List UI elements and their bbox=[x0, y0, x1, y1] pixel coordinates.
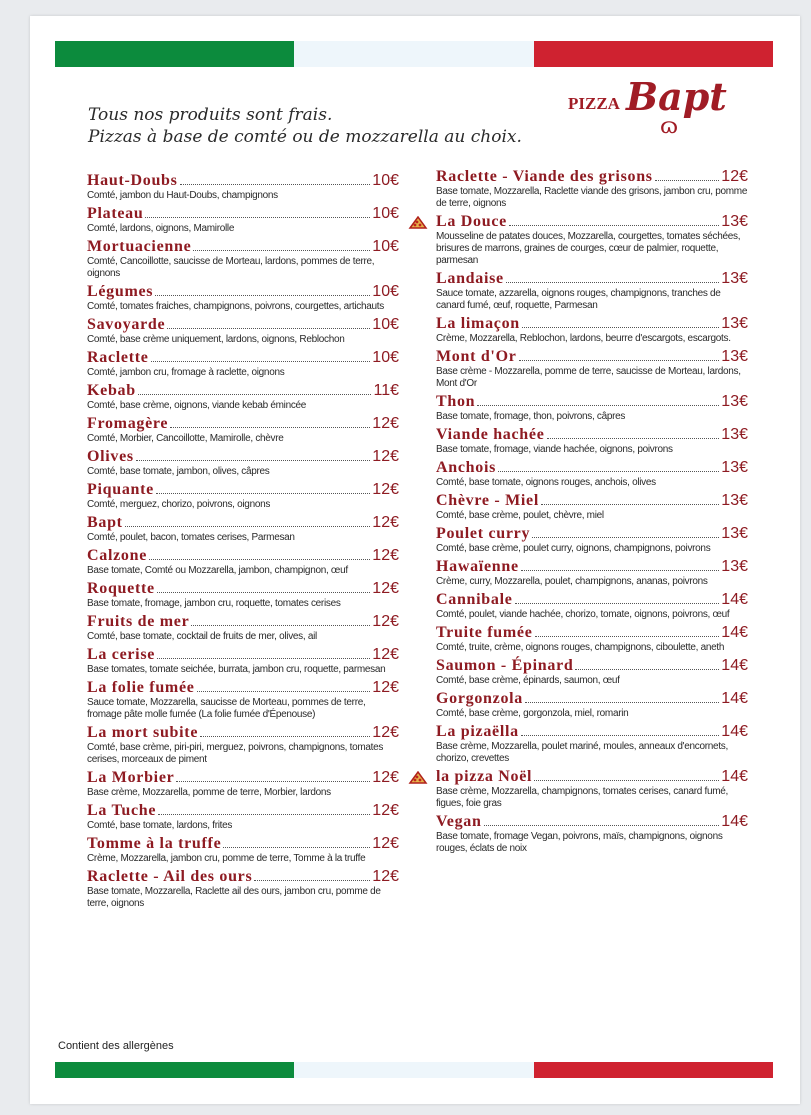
menu-sheet bbox=[30, 16, 800, 1104]
pizza-name: Olives bbox=[87, 448, 134, 465]
pizza-name: Mortuacienne bbox=[87, 238, 192, 255]
pizza-name: Fromagère bbox=[87, 415, 169, 432]
pizza-ingredients: Comté, base tomate, lardons, frites bbox=[87, 820, 233, 831]
pizza-name: Saumon - Épinard bbox=[436, 657, 574, 674]
pizza-ingredients: Base tomate, fromage Vegan, poivrons, maïs, champignons, oignons rouges, éclats de noix bbox=[436, 831, 723, 854]
pizza-name: Cannibale bbox=[436, 591, 513, 608]
menu-item-header bbox=[436, 213, 748, 231]
pizza-name: Fruits de mer bbox=[87, 613, 190, 630]
pizza-price: 14€ bbox=[721, 768, 748, 785]
pizza-ingredients: Comté, tomates fraiches, champignons, poivrons, courgettes, artichauts bbox=[87, 301, 384, 312]
menu-item-header bbox=[436, 657, 748, 675]
pizza-name: Tomme à la truffe bbox=[87, 835, 222, 852]
menu-item-header bbox=[436, 270, 748, 288]
menu-item bbox=[87, 448, 399, 478]
pizza-ingredients: Base crème, Mozzarella, pomme de terre, Morbier, lardons bbox=[87, 787, 331, 798]
pizza-name: Calzone bbox=[87, 547, 148, 564]
dot-leader bbox=[167, 319, 370, 329]
pizza-price: 12€ bbox=[372, 514, 399, 531]
pizza-ingredients: Comté, jambon cru, fromage à raclette, oignons bbox=[87, 367, 285, 378]
dot-leader bbox=[535, 627, 720, 637]
pizza-ingredients: Comté, base crème, poulet, chèvre, miel bbox=[436, 510, 604, 521]
pizza-ingredients: Comté, base crème, gorgonzola, miel, romarin bbox=[436, 708, 629, 719]
menu-item-header bbox=[436, 558, 748, 576]
pizza-price: 10€ bbox=[372, 283, 399, 300]
pizza-price: 13€ bbox=[721, 348, 748, 365]
pizza-name: La limaçon bbox=[436, 315, 520, 332]
menu-item-header bbox=[87, 172, 399, 190]
pizza-price: 11€ bbox=[373, 382, 399, 399]
menu-item bbox=[436, 213, 748, 267]
menu-item bbox=[436, 657, 748, 687]
menu-item-header bbox=[87, 769, 399, 787]
menu-item bbox=[436, 168, 748, 210]
menu-column-right bbox=[436, 168, 748, 855]
dot-leader bbox=[157, 649, 370, 659]
menu-item bbox=[436, 492, 748, 522]
menu-item bbox=[436, 591, 748, 621]
logo-small-text: PIZZA bbox=[568, 94, 620, 113]
pizza-name: Roquette bbox=[87, 580, 155, 597]
pizza-name: Landaise bbox=[436, 270, 504, 287]
dot-leader bbox=[176, 772, 370, 782]
menu-item-header bbox=[87, 547, 399, 565]
dot-leader bbox=[200, 727, 370, 737]
pizza-name: La cerise bbox=[87, 646, 156, 663]
pizza-price: 13€ bbox=[721, 315, 748, 332]
pizza-price: 12€ bbox=[372, 769, 399, 786]
menu-item bbox=[436, 525, 748, 555]
pizza-price: 10€ bbox=[372, 205, 399, 222]
pizza-price: 10€ bbox=[372, 238, 399, 255]
menu-item bbox=[436, 624, 748, 654]
pizza-name: Légumes bbox=[87, 283, 154, 300]
pizza-ingredients: Base tomate, fromage, viande hachée, oignons, poivrons bbox=[436, 444, 673, 455]
menu-item bbox=[87, 679, 399, 721]
pizza-price: 13€ bbox=[721, 270, 748, 287]
menu-item bbox=[87, 415, 399, 445]
menu-item bbox=[436, 315, 748, 345]
dot-leader bbox=[541, 495, 719, 505]
pizza-ingredients: Comté, truite, crème, oignons rouges, champignons, ciboulette, aneth bbox=[436, 642, 725, 653]
pizza-price: 10€ bbox=[372, 349, 399, 366]
pizza-price: 14€ bbox=[721, 624, 748, 641]
dot-leader bbox=[484, 816, 720, 826]
menu-item bbox=[436, 459, 748, 489]
pizza-price: 12€ bbox=[372, 835, 399, 852]
menu-item-header bbox=[87, 514, 399, 532]
menu-item-header bbox=[87, 283, 399, 301]
pizza-price: 13€ bbox=[721, 459, 748, 476]
pizza-ingredients: Comté, base tomate, jambon, olives, câpres bbox=[87, 466, 270, 477]
menu-item-header bbox=[87, 802, 399, 820]
dot-leader bbox=[254, 871, 370, 881]
pizza-ingredients: Comté, base tomate, cocktail de fruits de mer, olives, ail bbox=[87, 631, 317, 642]
menu-item bbox=[436, 690, 748, 720]
menu-item-header bbox=[436, 624, 748, 642]
dot-leader bbox=[197, 682, 371, 692]
intro-line-2: Pizzas à base de comté ou de mozzarella au choix. bbox=[88, 127, 522, 147]
pizza-name: La pizaëlla bbox=[436, 723, 519, 740]
dot-leader bbox=[532, 528, 719, 538]
pizza-ingredients: Comté, poulet, viande hachée, chorizo, tomate, oignons, poivrons, œuf bbox=[436, 609, 730, 620]
dot-leader bbox=[223, 838, 370, 848]
pizza-price: 12€ bbox=[372, 679, 399, 696]
pizza-name: Piquante bbox=[87, 481, 154, 498]
menu-item bbox=[87, 724, 399, 766]
pizza-ingredients: Comté, base crème uniquement, lardons, oignons, Reblochon bbox=[87, 334, 345, 345]
menu-item-header bbox=[87, 580, 399, 598]
dot-leader bbox=[521, 561, 720, 571]
dot-leader bbox=[157, 583, 370, 593]
menu-item bbox=[87, 349, 399, 379]
dot-leader bbox=[155, 286, 370, 296]
pizza-price: 14€ bbox=[721, 591, 748, 608]
menu-item bbox=[87, 481, 399, 511]
menu-item bbox=[436, 426, 748, 456]
pizza-price: 13€ bbox=[721, 426, 748, 443]
menu-item-header bbox=[87, 724, 399, 742]
dot-leader bbox=[149, 550, 370, 560]
pizza-name: Raclette - Ail des ours bbox=[87, 868, 253, 885]
pizza-name: Raclette bbox=[87, 349, 149, 366]
pizza-price: 10€ bbox=[372, 172, 399, 189]
dot-leader bbox=[145, 208, 370, 218]
pizza-name: Truite fumée bbox=[436, 624, 533, 641]
dot-leader bbox=[519, 351, 720, 361]
pizza-ingredients: Base tomates, tomate seichée, burrata, jambon cru, roquette, parmesan bbox=[87, 664, 386, 675]
pizza-bapt-logo bbox=[568, 74, 773, 144]
menu-column-left bbox=[87, 172, 399, 910]
pizza-name: Vegan bbox=[436, 813, 482, 830]
pizza-ingredients: Crème, Mozzarella, jambon cru, pomme de terre, Tomme à la truffe bbox=[87, 853, 366, 864]
pizza-price: 13€ bbox=[721, 213, 748, 230]
pizza-ingredients: Mousseline de patates douces, Mozzarella, courgettes, tomates séchées, brisures de marrons, graines de courges, cœur de palmier, roquette, parmesan bbox=[436, 231, 741, 266]
pizza-ingredients: Comté, merguez, chorizo, poivrons, oignons bbox=[87, 499, 271, 510]
menu-item-header bbox=[436, 315, 748, 333]
pizza-name: La Morbier bbox=[87, 769, 175, 786]
dot-leader bbox=[575, 660, 719, 670]
menu-item bbox=[87, 382, 399, 412]
pizza-slice-icon bbox=[408, 771, 428, 785]
pizza-name: Gorgonzola bbox=[436, 690, 523, 707]
menu-item bbox=[87, 547, 399, 577]
pizza-price: 10€ bbox=[372, 316, 399, 333]
italian-flag-banner-bottom bbox=[55, 1062, 773, 1078]
pizza-ingredients: Base crème, Mozzarella, poulet mariné, moules, anneaux d'encornets, chorizo, crevettes bbox=[436, 741, 728, 764]
menu-item-header bbox=[87, 835, 399, 853]
menu-item-header bbox=[87, 205, 399, 223]
pizza-name: Thon bbox=[436, 393, 476, 410]
dot-leader bbox=[534, 771, 719, 781]
pizza-name: la pizza Noël bbox=[436, 768, 533, 785]
pizza-name: La mort subite bbox=[87, 724, 199, 741]
menu-item-header bbox=[436, 768, 748, 786]
menu-item-header bbox=[87, 646, 399, 664]
pizza-price: 12€ bbox=[372, 415, 399, 432]
dot-leader bbox=[151, 352, 371, 362]
pizza-price: 12€ bbox=[372, 646, 399, 663]
menu-item bbox=[87, 283, 399, 313]
pizza-name: Hawaïenne bbox=[436, 558, 519, 575]
pizza-ingredients: Comté, base crème, épinards, saumon, œuf bbox=[436, 675, 620, 686]
menu-item-header bbox=[87, 349, 399, 367]
menu-item-header bbox=[87, 316, 399, 334]
pizza-name: Bapt bbox=[87, 514, 123, 531]
menu-item bbox=[87, 835, 399, 865]
menu-item bbox=[436, 348, 748, 390]
menu-item bbox=[87, 769, 399, 799]
pizza-name: Poulet curry bbox=[436, 525, 531, 542]
pizza-ingredients: Comté, poulet, bacon, tomates cerises, Parmesan bbox=[87, 532, 295, 543]
menu-item bbox=[436, 813, 748, 855]
pizza-price: 13€ bbox=[721, 525, 748, 542]
menu-item-header bbox=[87, 238, 399, 256]
pizza-name: Savoyarde bbox=[87, 316, 166, 333]
menu-item bbox=[87, 238, 399, 280]
pizza-slice-icon bbox=[408, 216, 428, 230]
pizza-price: 14€ bbox=[721, 657, 748, 674]
italian-flag-banner-top bbox=[55, 41, 773, 67]
pizza-price: 12€ bbox=[721, 168, 748, 185]
menu-item-header bbox=[436, 393, 748, 411]
pizza-price: 13€ bbox=[721, 492, 748, 509]
pizza-price: 12€ bbox=[372, 868, 399, 885]
dot-leader bbox=[138, 385, 372, 395]
dot-leader bbox=[156, 484, 370, 494]
pizza-name: Plateau bbox=[87, 205, 144, 222]
menu-item bbox=[87, 205, 399, 235]
allergen-note: Contient des allergènes bbox=[58, 1040, 174, 1052]
menu-item-header bbox=[87, 868, 399, 886]
menu-item-header bbox=[87, 679, 399, 697]
pizza-name: Chèvre - Miel bbox=[436, 492, 539, 509]
pizza-ingredients: Comté, lardons, oignons, Mamirolle bbox=[87, 223, 235, 234]
menu-item bbox=[436, 270, 748, 312]
dot-leader bbox=[477, 396, 719, 406]
pizza-ingredients: Comté, base tomate, oignons rouges, anchois, olives bbox=[436, 477, 656, 488]
menu-item bbox=[87, 580, 399, 610]
dot-leader bbox=[522, 318, 719, 328]
pizza-ingredients: Base crème - Mozzarella, pomme de terre, saucisse de Morteau, lardons, Mont d'Or bbox=[436, 366, 741, 389]
pizza-ingredients: Comté, base crème, poulet curry, oignons, champignons, poivrons bbox=[436, 543, 711, 554]
menu-item-header bbox=[436, 426, 748, 444]
menu-item-header bbox=[87, 448, 399, 466]
menu-item-header bbox=[436, 723, 748, 741]
menu-item-header bbox=[436, 459, 748, 477]
pizza-price: 14€ bbox=[721, 723, 748, 740]
menu-item-header bbox=[436, 492, 748, 510]
dot-leader bbox=[125, 517, 371, 527]
menu-item-header bbox=[87, 613, 399, 631]
intro-line-1: Tous nos produits sont frais. bbox=[88, 105, 333, 125]
menu-item bbox=[436, 768, 748, 810]
dot-leader bbox=[158, 805, 370, 815]
menu-item-header bbox=[436, 813, 748, 831]
pizza-price: 13€ bbox=[721, 558, 748, 575]
pizza-name: La Douce bbox=[436, 213, 507, 230]
menu-item-header bbox=[436, 348, 748, 366]
menu-item bbox=[87, 316, 399, 346]
pizza-price: 12€ bbox=[372, 547, 399, 564]
pizza-price: 12€ bbox=[372, 613, 399, 630]
logo-big-text: Bapt bbox=[626, 74, 727, 119]
logo-swirl-icon: ɷ bbox=[660, 114, 679, 139]
menu-item bbox=[87, 868, 399, 910]
pizza-ingredients: Sauce tomate, Mozzarella, saucisse de Morteau, pommes de terre, fromage pâte molle fumée (La folie fumée d'Épenouse) bbox=[87, 697, 366, 720]
pizza-price: 13€ bbox=[721, 393, 748, 410]
pizza-name: Viande hachée bbox=[436, 426, 545, 443]
pizza-name: Kebab bbox=[87, 382, 136, 399]
menu-item bbox=[87, 802, 399, 832]
menu-item-header bbox=[87, 415, 399, 433]
dot-leader bbox=[506, 273, 719, 283]
dot-leader bbox=[525, 693, 719, 703]
pizza-price: 12€ bbox=[372, 724, 399, 741]
pizza-name: Mont d'Or bbox=[436, 348, 517, 365]
pizza-ingredients: Crème, curry, Mozzarella, poulet, champignons, ananas, poivrons bbox=[436, 576, 708, 587]
pizza-price: 14€ bbox=[721, 813, 748, 830]
menu-item-header bbox=[87, 382, 399, 400]
dot-leader bbox=[170, 418, 370, 428]
pizza-name: La Tuche bbox=[87, 802, 157, 819]
pizza-ingredients: Comté, base crème, oignons, viande kebab émincée bbox=[87, 400, 307, 411]
menu-item bbox=[436, 393, 748, 423]
pizza-ingredients: Base tomate, Comté ou Mozzarella, jambon, champignon, œuf bbox=[87, 565, 348, 576]
pizza-name: Anchois bbox=[436, 459, 497, 476]
menu-item-header bbox=[436, 525, 748, 543]
pizza-name: Raclette - Viande des grisons bbox=[436, 168, 653, 185]
pizza-ingredients: Comté, jambon du Haut-Doubs, champignons bbox=[87, 190, 278, 201]
menu-item bbox=[436, 558, 748, 588]
pizza-ingredients: Base tomate, Mozzarella, Raclette ail des ours, jambon cru, pomme de terre, oignons bbox=[87, 886, 381, 909]
pizza-price: 12€ bbox=[372, 481, 399, 498]
dot-leader bbox=[498, 462, 719, 472]
intro-text bbox=[88, 104, 522, 148]
menu-item-header bbox=[436, 168, 748, 186]
pizza-price: 12€ bbox=[372, 802, 399, 819]
pizza-ingredients: Crème, Mozzarella, Reblochon, lardons, beurre d'escargots, escargots. bbox=[436, 333, 731, 344]
dot-leader bbox=[521, 726, 719, 736]
pizza-name: La folie fumée bbox=[87, 679, 195, 696]
dot-leader bbox=[547, 429, 720, 439]
pizza-ingredients: Sauce tomate, azzarella, oignons rouges, champignons, tranches de canard fumé, œuf, roquette, Parmesan bbox=[436, 288, 721, 311]
menu-item-header bbox=[87, 481, 399, 499]
pizza-ingredients: Comté, base crème, piri-piri, merguez, poivrons, champignons, tomates cerises, morceaux de piment bbox=[87, 742, 384, 765]
pizza-ingredients: Comté, Morbier, Cancoillotte, Mamirolle, chèvre bbox=[87, 433, 284, 444]
menu-item bbox=[87, 613, 399, 643]
dot-leader bbox=[191, 616, 370, 626]
menu-item-header bbox=[436, 591, 748, 609]
pizza-price: 12€ bbox=[372, 580, 399, 597]
pizza-ingredients: Base tomate, fromage, jambon cru, roquette, tomates cerises bbox=[87, 598, 341, 609]
dot-leader bbox=[509, 216, 719, 226]
pizza-ingredients: Base tomate, Mozzarella, Raclette viande des grisons, jambon cru, pomme de terre, oignons bbox=[436, 186, 748, 209]
dot-leader bbox=[180, 175, 371, 185]
menu-item bbox=[436, 723, 748, 765]
menu-item bbox=[87, 514, 399, 544]
pizza-price: 12€ bbox=[372, 448, 399, 465]
dot-leader bbox=[515, 594, 720, 604]
menu-item bbox=[87, 172, 399, 202]
dot-leader bbox=[655, 171, 720, 181]
pizza-ingredients: Base tomate, fromage, thon, poivrons, câpres bbox=[436, 411, 626, 422]
pizza-name: Haut-Doubs bbox=[87, 172, 178, 189]
pizza-ingredients: Comté, Cancoillotte, saucisse de Morteau, lardons, pommes de terre, oignons bbox=[87, 256, 375, 279]
dot-leader bbox=[193, 241, 370, 251]
pizza-price: 14€ bbox=[721, 690, 748, 707]
menu-item-header bbox=[436, 690, 748, 708]
dot-leader bbox=[136, 451, 370, 461]
pizza-ingredients: Base crème, Mozzarella, champignons, tomates cerises, canard fumé, figues, foie gras bbox=[436, 786, 729, 809]
menu-item bbox=[87, 646, 399, 676]
